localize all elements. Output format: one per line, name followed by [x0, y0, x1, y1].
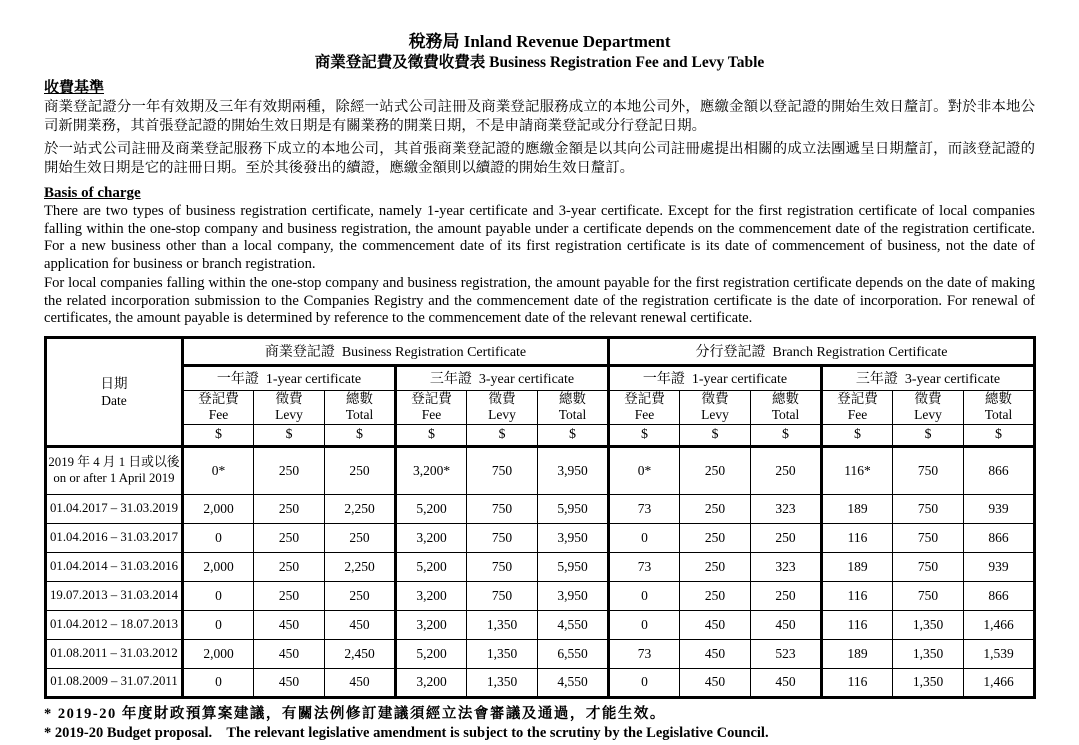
column-header-cell: [183, 390, 254, 424]
column-header-en: Fee: [847, 407, 868, 422]
value-cell: 0: [183, 581, 254, 610]
column-header-zh: 總數: [346, 391, 373, 406]
value-cell: 1,350: [467, 668, 538, 697]
value-cell: 250: [254, 523, 325, 552]
value-cell: 450: [254, 668, 325, 697]
value-cell: 450: [680, 639, 751, 668]
page-subtitle: 商業登記費及徵費收費表 Business Registration Fee and Levy Table: [314, 54, 765, 71]
column-header-cell: [254, 390, 325, 424]
column-header-en: Fee: [634, 407, 655, 422]
currency-cell: $: [254, 424, 325, 446]
value-cell: 5,950: [538, 494, 609, 523]
column-header-cell: [467, 390, 538, 424]
subgroup-header-cell: 一年證 1-year certificate: [183, 365, 396, 390]
value-cell: 3,950: [538, 523, 609, 552]
value-cell: 750: [467, 446, 538, 494]
currency-cell: $: [680, 424, 751, 446]
value-cell: 750: [893, 494, 964, 523]
column-header-en: Total: [984, 407, 1013, 422]
table-row: [46, 494, 1035, 523]
currency-cell: $: [538, 424, 609, 446]
footnote-en: * 2019-20 Budget proposal. The relevant legislative amendment is subject to the scrutiny by the Legislative Council.: [44, 724, 769, 741]
value-cell: 250: [680, 552, 751, 581]
value-cell: 750: [467, 552, 538, 581]
column-header-en: Fee: [421, 407, 442, 422]
value-cell: 450: [325, 668, 396, 697]
currency-cell: $: [325, 424, 396, 446]
currency-cell: $: [467, 424, 538, 446]
value-cell: 2,250: [325, 552, 396, 581]
column-header-cell: [964, 390, 1035, 424]
value-cell: 5,950: [538, 552, 609, 581]
value-cell: 250: [325, 523, 396, 552]
value-cell: 3,200: [396, 610, 467, 639]
column-header-zh: 登記費: [837, 391, 878, 406]
group-header-cell: 分行登記證 Branch Registration Certificate: [609, 337, 1035, 365]
value-cell: 3,200: [396, 668, 467, 697]
value-cell: 450: [751, 610, 822, 639]
value-cell: 5,200: [396, 494, 467, 523]
value-cell: 1,539: [964, 639, 1035, 668]
value-cell: 1,350: [467, 639, 538, 668]
basis-paragraph-zh-1: 商業登記證分一年有效期及三年有效期兩種，除經一站式公司註冊及商業登記服務成立的本地公司外，應繳金額以登記證的開始生效日釐訂。對於非本地公司新開業務，其首張登記證的開始生效日期是有關業務的開業日期，不是申請商業登記或分行登記日期。: [44, 99, 1035, 134]
date-cell: 01.08.2011 – 31.03.2012: [46, 639, 183, 668]
value-cell: 939: [964, 552, 1035, 581]
value-cell: 1,350: [467, 610, 538, 639]
value-cell: 750: [467, 581, 538, 610]
date-cell: 19.07.2013 – 31.03.2014: [46, 581, 183, 610]
date-column-header-zh: 日期: [100, 375, 128, 391]
column-header-cell: [822, 390, 893, 424]
value-cell: 73: [609, 494, 680, 523]
value-cell: 3,200*: [396, 446, 467, 494]
value-cell: 250: [751, 446, 822, 494]
column-header-zh: 徵費: [914, 391, 942, 406]
column-header-cell: [751, 390, 822, 424]
currency-cell: $: [822, 424, 893, 446]
value-cell: 250: [254, 581, 325, 610]
table-row: [46, 552, 1035, 581]
value-cell: 750: [893, 446, 964, 494]
value-cell: 2,000: [183, 639, 254, 668]
column-header-cell: [893, 390, 964, 424]
column-header-zh: 總數: [985, 391, 1012, 406]
value-cell: 1,350: [893, 639, 964, 668]
value-cell: 250: [325, 446, 396, 494]
group-header-cell: 商業登記證 Business Registration Certificate: [183, 337, 609, 365]
value-cell: 0: [609, 523, 680, 552]
value-cell: 450: [254, 639, 325, 668]
footnote-zh: * 2019-20 年度財政預算案建議，有關法例修訂建議須經立法會審議及通過，才能生效。: [44, 705, 666, 722]
date-cell: 01.08.2009 – 31.07.2011: [46, 668, 183, 697]
value-cell: 0: [609, 610, 680, 639]
value-cell: 4,550: [538, 610, 609, 639]
column-header-cell: [538, 390, 609, 424]
value-cell: 6,550: [538, 639, 609, 668]
value-cell: 116: [822, 523, 893, 552]
value-cell: 3,950: [538, 446, 609, 494]
value-cell: 1,350: [893, 610, 964, 639]
table-row: [46, 668, 1035, 697]
value-cell: 73: [609, 552, 680, 581]
fee-levy-table: [44, 336, 1036, 699]
table-row: [46, 523, 1035, 552]
value-cell: 0: [609, 581, 680, 610]
value-cell: 250: [680, 446, 751, 494]
value-cell: 250: [751, 581, 822, 610]
value-cell: 0: [183, 523, 254, 552]
value-cell: 1,466: [964, 668, 1035, 697]
value-cell: 4,550: [538, 668, 609, 697]
value-cell: 866: [964, 523, 1035, 552]
column-header-cell: [680, 390, 751, 424]
value-cell: 2,450: [325, 639, 396, 668]
column-header-zh: 登記費: [411, 391, 452, 406]
value-cell: 3,200: [396, 523, 467, 552]
value-cell: 250: [680, 494, 751, 523]
table-row: [46, 581, 1035, 610]
column-header-en: Fee: [208, 407, 229, 422]
value-cell: 750: [467, 523, 538, 552]
value-cell: 750: [893, 552, 964, 581]
value-cell: 939: [964, 494, 1035, 523]
column-header-en: Levy: [275, 407, 303, 422]
value-cell: 116: [822, 610, 893, 639]
basis-paragraph-zh-2: 於一站式公司註冊及商業登記服務下成立的本地公司，其首張商業登記證的應繳金額是以其向公司註冊處提出相關的成立法團遞呈日期釐訂，而該登記證的開始生效日期是它的註冊日期。至於其後發出的續證，應繳金額則以續證的開始生效日釐訂。: [44, 141, 1035, 176]
currency-cell: $: [751, 424, 822, 446]
value-cell: 0: [183, 668, 254, 697]
table-row: [46, 446, 1035, 494]
value-cell: 116: [822, 581, 893, 610]
value-cell: 0: [183, 610, 254, 639]
basis-paragraph-en-2: For local companies falling within the one-stop company and business registration, the amount payable for the first registration certificate depends on the date of making the related incorporation submission to the Companies Registry and the commencement date of the registration certificate is the date of incorporation. For renewal of certificates, the amount payable is determined by reference to the commencement date of the relevant renewal certificate.: [44, 275, 1035, 326]
value-cell: 250: [254, 552, 325, 581]
value-cell: 189: [822, 494, 893, 523]
column-header-en: Total: [771, 407, 800, 422]
currency-cell: $: [396, 424, 467, 446]
column-header-zh: 總數: [772, 391, 799, 406]
value-cell: 189: [822, 639, 893, 668]
value-cell: 2,000: [183, 552, 254, 581]
currency-cell: $: [964, 424, 1035, 446]
column-header-zh: 總數: [559, 391, 586, 406]
column-header-zh: 登記費: [198, 391, 239, 406]
value-cell: 3,200: [396, 581, 467, 610]
value-cell: 0*: [183, 446, 254, 494]
value-cell: 189: [822, 552, 893, 581]
value-cell: 450: [254, 610, 325, 639]
value-cell: 250: [254, 494, 325, 523]
value-cell: 250: [254, 446, 325, 494]
subgroup-header-cell: 三年證 3-year certificate: [396, 365, 609, 390]
value-cell: 116*: [822, 446, 893, 494]
value-cell: 1,350: [893, 668, 964, 697]
value-cell: 750: [893, 581, 964, 610]
column-header-cell: [609, 390, 680, 424]
value-cell: 866: [964, 446, 1035, 494]
value-cell: 0*: [609, 446, 680, 494]
value-cell: 450: [680, 610, 751, 639]
value-cell: 750: [893, 523, 964, 552]
currency-cell: $: [183, 424, 254, 446]
basis-of-charge-heading-zh: 收費基準: [44, 80, 105, 96]
value-cell: 450: [751, 668, 822, 697]
value-cell: 250: [751, 523, 822, 552]
value-cell: 250: [325, 581, 396, 610]
column-header-zh: 徵費: [275, 391, 303, 406]
value-cell: 0: [609, 668, 680, 697]
value-cell: 323: [751, 494, 822, 523]
value-cell: 2,250: [325, 494, 396, 523]
value-cell: 250: [680, 581, 751, 610]
value-cell: 2,000: [183, 494, 254, 523]
subgroup-header-cell: 一年證 1-year certificate: [609, 365, 822, 390]
currency-cell: $: [609, 424, 680, 446]
footnotes: [44, 705, 1035, 743]
value-cell: 5,200: [396, 552, 467, 581]
column-header-en: Total: [558, 407, 587, 422]
value-cell: 750: [467, 494, 538, 523]
date-cell-zh: 2019 年 4 月 1 日或以後: [48, 455, 180, 469]
value-cell: 73: [609, 639, 680, 668]
column-header-en: Total: [345, 407, 374, 422]
value-cell: 450: [680, 668, 751, 697]
date-cell: 01.04.2016 – 31.03.2017: [46, 523, 183, 552]
basis-paragraph-en-1: There are two types of business registration certificate, namely 1-year certificate and 3-year certificate. Except for the first registration certificate of local companies falling within the one-stop company and business registration, the amount payable under a certificate depends on the commencement date of the registration certificate. For a new business other than a local company, the commencement date of its first registration certificate is its date of commencement of business, not the date of application for business or branch registration.: [44, 203, 1035, 272]
basis-of-charge-heading-en: Basis of charge: [44, 185, 141, 201]
date-cell: [46, 446, 183, 494]
value-cell: 116: [822, 668, 893, 697]
page-title: 稅務局 Inland Revenue Department: [408, 32, 671, 51]
date-cell: 01.04.2017 – 31.03.2019: [46, 494, 183, 523]
column-header-en: Levy: [914, 407, 942, 422]
currency-cell: $: [893, 424, 964, 446]
table-row: [46, 639, 1035, 668]
column-header-en: Levy: [488, 407, 516, 422]
date-cell: 01.04.2012 – 18.07.2013: [46, 610, 183, 639]
date-column-header-en: Date: [101, 392, 127, 408]
subgroup-header-cell: 三年證 3-year certificate: [822, 365, 1035, 390]
column-header-zh: 登記費: [624, 391, 665, 406]
value-cell: 3,950: [538, 581, 609, 610]
table-row: [46, 610, 1035, 639]
date-cell-en: on or after 1 April 2019: [53, 470, 175, 485]
value-cell: 5,200: [396, 639, 467, 668]
date-cell: 01.04.2014 – 31.03.2016: [46, 552, 183, 581]
value-cell: 523: [751, 639, 822, 668]
column-header-zh: 徵費: [488, 391, 516, 406]
column-header-en: Levy: [701, 407, 729, 422]
date-column-header: [46, 337, 183, 446]
value-cell: 866: [964, 581, 1035, 610]
column-header-cell: [325, 390, 396, 424]
value-cell: 250: [680, 523, 751, 552]
value-cell: 323: [751, 552, 822, 581]
value-cell: 450: [325, 610, 396, 639]
value-cell: 1,466: [964, 610, 1035, 639]
column-header-zh: 徵費: [701, 391, 729, 406]
column-header-cell: [396, 390, 467, 424]
